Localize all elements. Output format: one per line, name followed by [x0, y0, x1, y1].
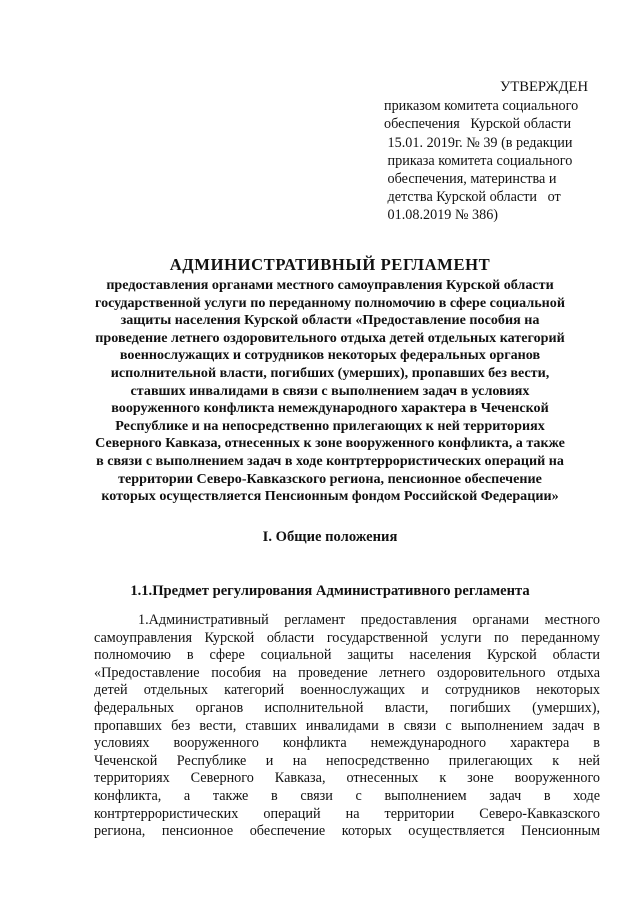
paragraph-line: «Предоставление пособия на проведение летнего оздоровительного отдыха [94, 664, 600, 681]
paragraph-line: пропавших без вести, ставших инвалидами в связи с выполнением задач в [94, 717, 600, 734]
paragraph-line: конфликта, а также в связи с выполнением задач в ходе [94, 787, 600, 804]
document-subtitle-line: ставших инвалидами в связи с выполнением задач в условиях [130, 382, 530, 399]
approval-stamp-block [384, 78, 614, 225]
paragraph-line: контртеррористических операций на территории Северо-Кавказского [94, 805, 600, 822]
document-subtitle-line: предоставления органами местного самоуправления Курской области [106, 277, 554, 293]
document-subtitle-line: территории Северо-Кавказского региона, пенсионное обеспечение [118, 470, 542, 487]
approval-line: обеспечения Курской области [384, 116, 572, 133]
approval-line: обеспечения, материнства и [384, 171, 557, 188]
document-subtitle-line: военнослужащих и сотрудников некоторых федеральных органов [119, 347, 541, 364]
document-subtitle-line: государственной услуги по переданному полномочию в сфере социальной [95, 294, 565, 311]
paragraph-line: федеральных органов исполнительной власти, погибших (умерших), [94, 699, 600, 716]
paragraph-1 [94, 612, 600, 841]
paragraph-line: самоуправления Курской области государственной услуги по переданному [94, 629, 600, 646]
paragraph-line: Чеченской Республике и на непосредственно прилегающих к ней [94, 752, 600, 769]
approval-heading: УТВЕРЖДЕН [500, 79, 588, 95]
paragraph-line: полномочию в сфере социальной защиты населения Курской области [94, 647, 600, 664]
document-subtitle-line: защиты населения Курской области «Предоставление пособия на [120, 312, 540, 329]
paragraph-line: территориях Северного Кавказа, отнесенных к зоне вооруженного [94, 770, 600, 787]
document-subtitle-line: проведение летнего оздоровительного отдыха детей отдельных категорий [95, 329, 565, 346]
approval-line: детства Курской области от [384, 189, 561, 206]
approval-line: приказом комитета социального [384, 98, 579, 115]
paragraph-line: детей отдельных категорий военнослужащих и сотрудников некоторых [94, 682, 600, 699]
document-title: АДМИНИСТРАТИВНЫЙ РЕГЛАМЕНТ [169, 255, 491, 274]
document-subtitle-line: в связи с выполнением задач в ходе контртеррористических операций на [96, 452, 564, 469]
document-title-block [60, 255, 600, 506]
section-heading-subject-of-regulation: 1.1.Предмет регулирования Административного регламента [130, 583, 530, 599]
document-subtitle-line: исполнительной власти, погибших (умерших), пропавших без вести, [110, 364, 550, 381]
approval-line: 01.08.2019 № 386) [384, 207, 499, 224]
approval-line: 15.01. 2019г. № 39 (в редакции [384, 134, 573, 151]
section-heading-general-provisions: I. Общие положения [262, 529, 398, 545]
document-subtitle-line: вооруженного конфликта немеждународного характера в Чеченской [111, 400, 549, 417]
document-subtitle-line: Республике и на непосредственно прилегающих к ней территориях [115, 417, 545, 434]
paragraph-line: 1.Административный регламент предоставления органами местного [138, 612, 600, 628]
approval-line: приказа комитета социального [384, 152, 573, 169]
paragraph-line: региона, пенсионное обеспечение которых осуществляется Пенсионным [94, 823, 600, 840]
document-subtitle-line: Северного Кавказа, отнесенных к зоне вооруженного конфликта, а также [95, 435, 565, 452]
document-subtitle-line: которых осуществляется Пенсионным фондом Российской Федерации» [101, 488, 559, 505]
paragraph-line: условиях вооруженного конфликта немеждународного характера в [94, 735, 600, 752]
